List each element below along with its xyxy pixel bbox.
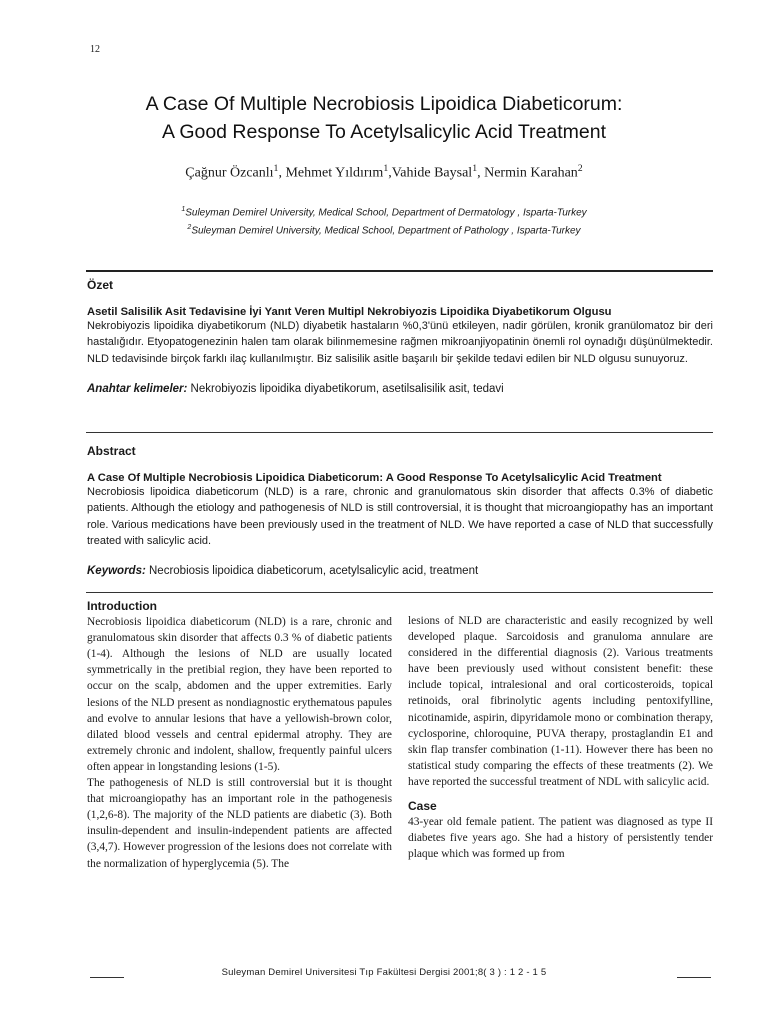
affiliation-mark: 2: [187, 224, 192, 231]
introduction-paragraph: Necrobiosis lipoidica diabeticorum (NLD) is a rare, chronic and granulomatous skin disorder that affects 0.3 % of diabetic patients (1-4). Although the lesions of NLD are usually located symmetrically in the pretibial region, they have been reported to occur on the scalp, abdomen and the upper extremities. Early lesions of the NLD present as nondiagnostic erythematous papules and evolve to annular lesions that have a yellowish-brown color, dilated blood vessels and central epidermal atrophy. They are extremely chronic and indolent, shallow, frequently painful ulcers often appear in longstanding lesions (1-5).: [87, 616, 392, 773]
affiliation-mark: 1: [181, 206, 186, 213]
case-heading: Case: [408, 799, 437, 814]
author-affiliation-mark: 1: [383, 163, 389, 174]
author-affiliation-mark: 1: [273, 163, 279, 174]
author-separator: ,: [388, 165, 392, 181]
journal-citation-footer: Suleyman Demirel Universitesi Tıp Fakültesi Dergisi 2001;8( 3 ) : 1 2 - 1 5: [221, 967, 547, 978]
introduction-heading: Introduction: [87, 599, 157, 613]
author-separator: ,: [477, 165, 485, 181]
section-divider: [86, 592, 713, 593]
abstract-section: [87, 444, 713, 577]
abstract-keywords: [87, 565, 713, 577]
ozet-keywords-label: Anahtar kelimeler:: [87, 382, 188, 395]
footer-rule: [677, 977, 711, 978]
section-divider: [86, 270, 713, 272]
ozet-section: [87, 278, 713, 395]
abstract-keywords-text: Necrobiosis lipoidica diabeticorum, acetylsalicylic acid, treatment: [145, 565, 479, 578]
author-list: [60, 163, 708, 182]
introduction-paragraph: The pathogenesis of NLD is still controversial but it is thought that microangiopathy has an important role in the pathogenesis (1,2,6-8). The majority of the NLD patients are diabetic (3). Both insulin-dependent and insulin-independent patients are affected (3,4,7). However progression of the lesions does not correlate with the normalization of hyperglycemia (5). The: [87, 777, 392, 870]
abstract-body: Necrobiosis lipoidica diabeticorum (NLD) is a rare, chronic and granulomatous skin disorder that affects 0.3% of diabetic patients. Although the etiology and pathogenesis of NLD is still controversial, it is thought that microangiopathy has an important role. Various medications have been previously used in the treatment of NLD. We have reported a case of NLD that successfully treated with salicylic acid.: [87, 486, 713, 547]
title-line-1: A Case Of Multiple Necrobiosis Lipoidica Diabeticorum:: [145, 93, 623, 115]
ozet-keywords-text: Nekrobiyozis lipoidika diyabetikorum, asetilsalisilik asit, tedavi: [187, 382, 504, 395]
affiliation-text: Suleyman Demirel University, Medical School, Department of Dermatology , Isparta-Turkey: [185, 207, 587, 219]
author: Mehmet Yıldırım: [285, 165, 384, 181]
article-title: [60, 90, 708, 146]
author-affiliation-mark: 1: [472, 163, 478, 174]
abstract-subtitle: A Case Of Multiple Necrobiosis Lipoidica Diabeticorum: A Good Response To Acetylsalicylic Acid Treatment: [87, 472, 662, 484]
affiliation: [60, 206, 708, 218]
section-divider: [86, 432, 713, 433]
author: Çağnur Özcanlı: [185, 165, 274, 181]
ozet-subtitle: Asetil Salisilik Asit Tedavisine İyi Yanıt Veren Multipl Nekrobiyozis Lipoidika Diyabetikorum Olgusu: [87, 306, 612, 318]
abstract-heading: Abstract: [87, 444, 136, 458]
author: Nermin Karahan: [484, 165, 578, 181]
abstract-keywords-label: Keywords:: [87, 565, 146, 578]
affiliation-text: Suleyman Demirel University, Medical School, Department of Pathology , Isparta-Turkey: [191, 225, 581, 237]
author: Vahide Baysal: [391, 165, 473, 181]
ozet-heading: Özet: [87, 278, 114, 292]
affiliation: [60, 224, 708, 236]
ozet-body: Nekrobiyozis lipoidika diyabetikorum (NLD) diyabetik hastaların %0,3'ünü etkileyen, nadir görülen, kronik granülomatoz bir deri hastalığıdır. Etyopatogenezinin halen tam olarak bilinmemesine rağmen mikroanjiyopatinin önemli rol oynadığı düşünülmektedir. NLD tedavisinde birçok farklı ilaç kullanılmıştır. Biz salisilik asitle başarılı bir şekilde tedavi edilen bir NLD olgusu sunuyoruz.: [87, 320, 713, 365]
author-separator: ,: [278, 165, 286, 181]
body-column-right: [408, 613, 713, 862]
introduction-paragraph: lesions of NLD are characteristic and easily recognized by well developed plaque. Sarcoidosis and granuloma annulare are considered in the differential diagnosis (2). Various treatments have been previously used without consistent benefit: these include topical, intralesional and oral corticosteroids, topical retinoids, oral fibrinolytic agents including pentoxifylline, nicotinamide, aspirin, dipyridamole mono or combination therapy, cyclosporine, chloroquine, PUVA therapy, prostaglandin E1 and skin flap transfer combination (1-11). However there has been no statistical study comparing the effects of these treatments (2). We have reported the successful treatment of NDL with salicylic acid.: [408, 615, 713, 788]
ozet-keywords: [87, 383, 713, 395]
author-affiliation-mark: 2: [577, 163, 583, 174]
body-column-left: [87, 598, 392, 872]
title-line-2: A Good Response To Acetylsalicylic Acid Treatment: [161, 121, 607, 143]
page-number: 12: [90, 44, 100, 55]
case-paragraph: 43-year old female patient. The patient was diagnosed as type II diabetes five years ago. She had a history of persistently tender plaque which was formed up from: [408, 816, 713, 861]
